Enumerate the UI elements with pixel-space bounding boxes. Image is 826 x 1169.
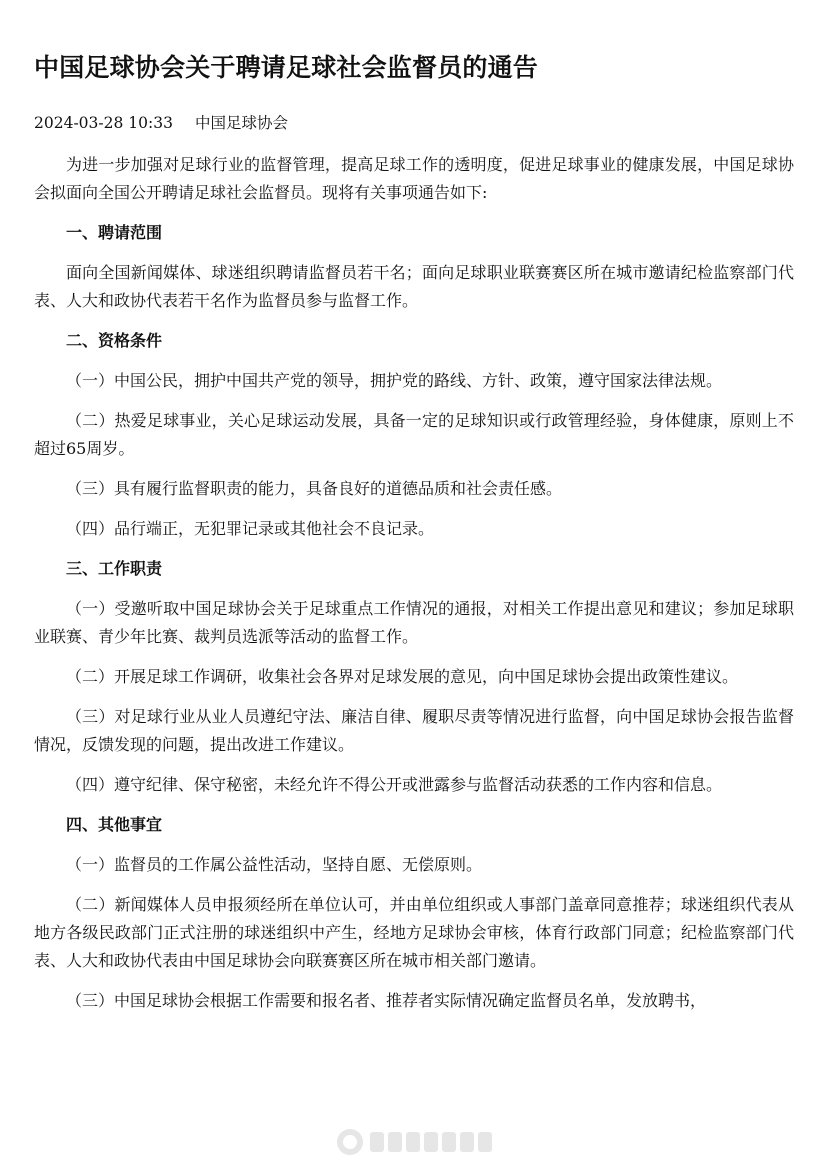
intro-paragraph: 为进一步加强对足球行业的监督管理，提高足球工作的透明度，促进足球事业的健康发展，中国足球协会拟面向全国公开聘请足球社会监督员。现将有关事项通告如下: xyxy=(34,155,794,202)
section-heading: 三、工作职责 xyxy=(66,559,163,578)
section-paragraph: （二）新闻媒体人员申报须经所在单位认可，并由单位组织或人事部门盖章同意推荐；球迷组织代表从地方各级民政部门正式注册的球迷组织中产生，经地方足球协会审核，体育行政部门同意；纪检监察部门代表、人大和政协代表由中国足球协会向联赛赛区所在城市相关部门邀请。 xyxy=(34,895,794,970)
section-paragraph: （二）热爱足球事业，关心足球运动发展，具备一定的足球知识或行政管理经验，身体健康，原则上不超过65周岁。 xyxy=(34,411,794,458)
section-paragraph: （二）开展足球工作调研，收集社会各界对足球发展的意见，向中国足球协会提出政策性建议。 xyxy=(66,667,739,686)
section-paragraph: （三）具有履行监督职责的能力，具备良好的道德品质和社会责任感。 xyxy=(66,479,563,498)
section-heading: 二、资格条件 xyxy=(66,331,163,350)
section-paragraph: （一）受邀听取中国足球协会关于足球重点工作情况的通报，对相关工作提出意见和建议；参加足球职业联赛、青少年比赛、裁判员选派等活动的监督工作。 xyxy=(34,599,794,646)
section-heading: 四、其他事宜 xyxy=(66,815,163,834)
watermark-logo xyxy=(330,1122,510,1162)
article-body xyxy=(34,151,794,1015)
section-paragraph: （四）品行端正，无犯罪记录或其他社会不良记录。 xyxy=(66,519,435,538)
section-paragraph: （一）中国公民，拥护中国共产党的领导，拥护党的路线、方针、政策，遵守国家法律法规。 xyxy=(66,371,723,390)
publish-datetime: 2024-03-28 10:33 xyxy=(34,114,173,132)
section-paragraph: （一）监督员的工作属公益性活动，坚持自愿、无偿原则。 xyxy=(66,855,483,874)
section-heading: 一、聘请范围 xyxy=(66,223,163,242)
section-paragraph: （四）遵守纪律、保守秘密，未经允许不得公开或泄露参与监督活动获悉的工作内容和信息。 xyxy=(66,775,723,794)
section-paragraph: （三）中国足球协会根据工作需要和报名者、推荐者实际情况确定监督员名单，发放聘书， xyxy=(66,991,707,1010)
publisher-source: 中国足球协会 xyxy=(194,114,288,132)
page-title: 中国足球协会关于聘请足球社会监督员的通告 xyxy=(34,53,539,82)
section-paragraph: （三）对足球行业从业人员遵纪守法、廉洁自律、履职尽责等情况进行监督，向中国足球协会报告监督情况，反馈发现的问题，提出改进工作建议。 xyxy=(34,707,794,754)
section-paragraph: 面向全国新闻媒体、球迷组织聘请监督员若干名；面向足球职业联赛赛区所在城市邀请纪检监察部门代表、人大和政协代表若干名作为监督员参与监督工作。 xyxy=(34,263,794,310)
article-meta xyxy=(34,111,288,135)
